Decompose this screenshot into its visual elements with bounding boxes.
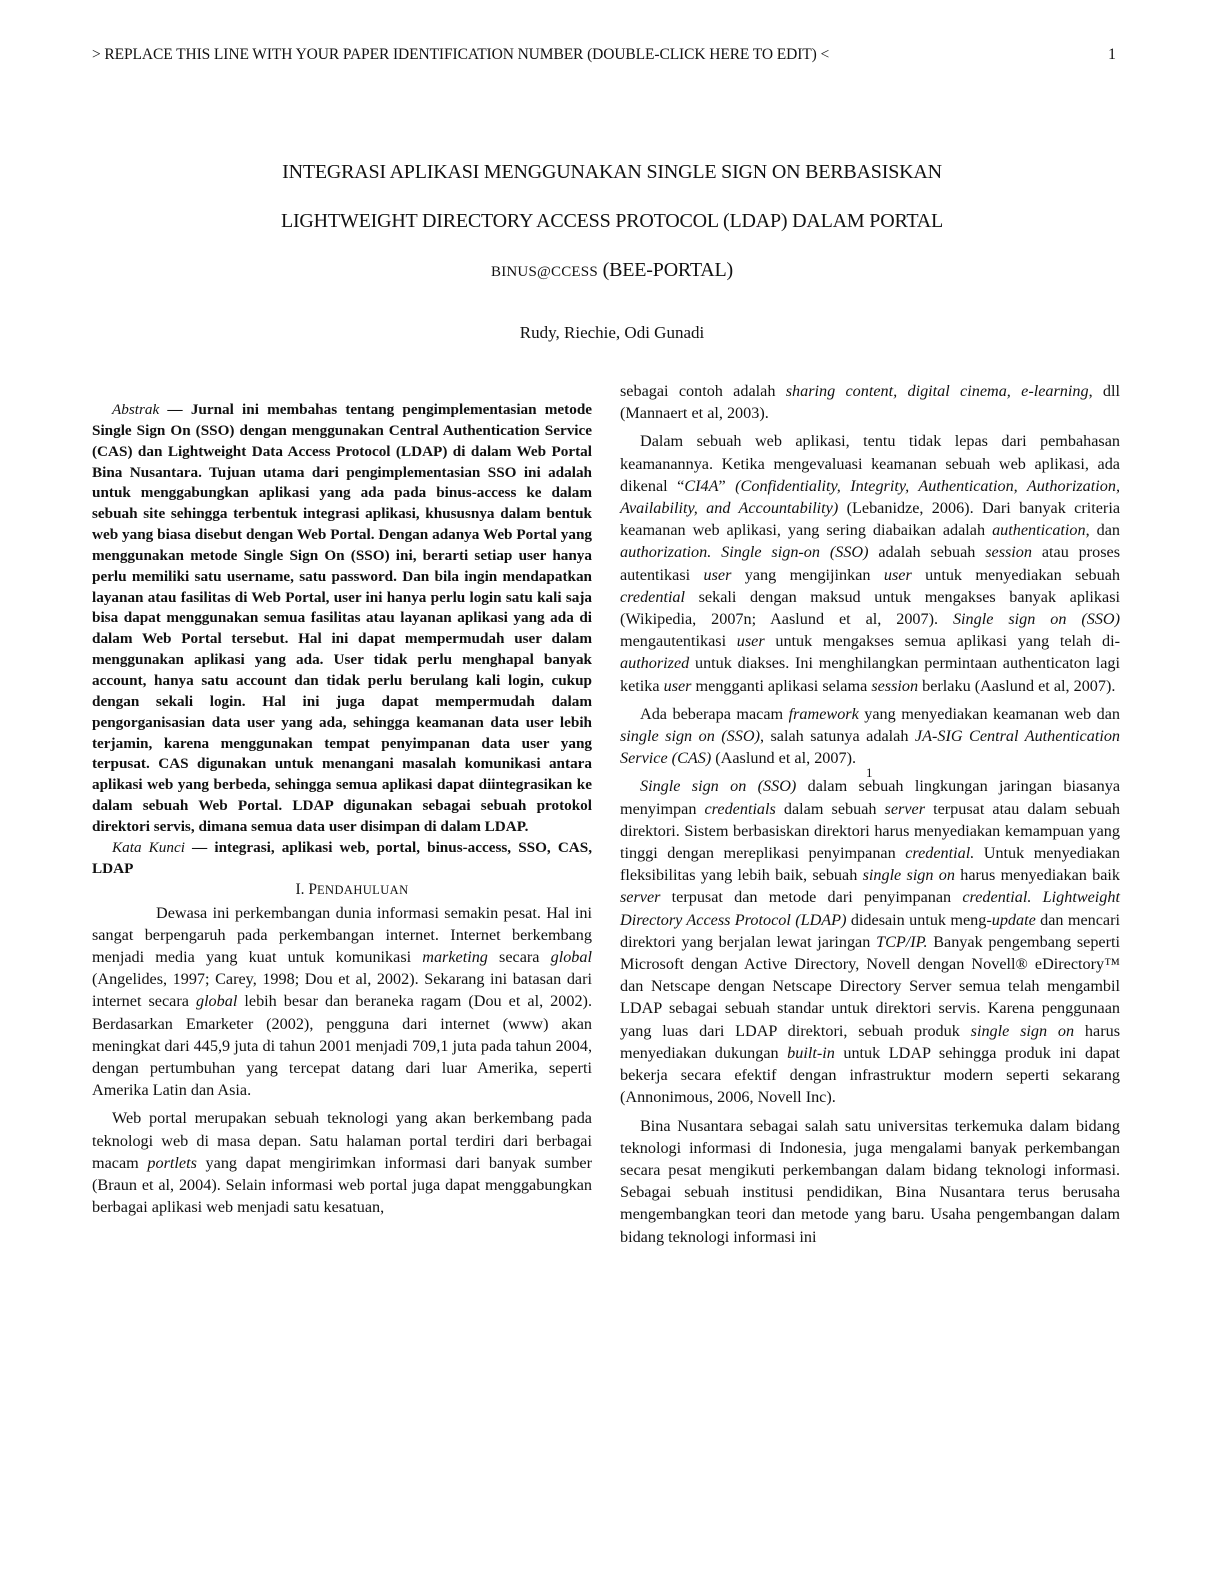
paragraph: [620, 430, 1120, 696]
abstract-label: Abstrak: [112, 401, 160, 418]
italic-span: (Confidentiality, Integrity, Authentication, Authorization, Availability, and Accountability): [620, 476, 1120, 518]
section-heading: [92, 879, 592, 901]
paragraph: [620, 703, 1120, 770]
text-span: untuk mengakses semua aplikasi yang telah di-: [764, 632, 1120, 651]
paragraph: [620, 1115, 1120, 1248]
text-span: , dan: [1085, 521, 1120, 540]
italic-span: TCP/IP.: [876, 932, 928, 951]
text-span: dalam sebuah lingkungan jaringan biasanya menyimpan: [620, 777, 1120, 818]
italic-span: Single sign on (SSO): [640, 777, 797, 796]
italic-span: global: [195, 992, 238, 1011]
italic-span: single sign on (SSO): [620, 727, 760, 746]
italic-span: credential.: [905, 844, 975, 863]
text-span: , dll (Mannaert et al, 2003).: [620, 382, 1121, 423]
keywords-text: integrasi, aplikasi web, portal, binus-access, SSO, CAS, LDAP: [92, 838, 593, 877]
text-span: Dewasa ini perkembangan dunia informasi semakin pesat. Hal ini sangat berpengaruh pada perkembangan internet. Internet berkembang menjadi media yang kuat untuk komunikasi: [92, 903, 592, 967]
italic-span: user: [883, 565, 912, 584]
italic-span: authorized: [620, 654, 690, 673]
text-span: (Lebanidze, 2006). Dari banyak criteria keamanan web aplikasi, yang sering diabaikan adalah: [620, 499, 1120, 540]
keywords-dash: —: [184, 838, 215, 856]
keywords-label: Kata Kunci: [112, 838, 185, 856]
italic-span: single sign on: [970, 1021, 1075, 1040]
text-span: mengautentikasi: [620, 632, 737, 651]
italic-span: credential: [620, 587, 686, 606]
text-span: harus menyediakan dukungan: [620, 1021, 1120, 1062]
text-span: ”: [718, 476, 736, 495]
text-span: untuk diakses. Ini menghilangkan permintaan authenticaton lagi ketika: [620, 654, 1120, 695]
paragraph: [620, 775, 1120, 1108]
italic-span: sharing content, digital cinema, e-learning: [785, 382, 1089, 400]
italic-span: credential. Lightweight Directory Access Protocol (LDAP): [620, 888, 1120, 929]
text-span: Banyak pengembang seperti Microsoft dengan Active Directory, Novell dengan Novell® eDirectory™ dan Netscape dengan Netscape Directory Server semua telah mengambil LDAP sebagai sebuah standar untuk direktori servis. Karena penggunaan yang luas dari LDAP direktori, sebuah produk: [620, 932, 1120, 1040]
italic-span: credentials: [704, 799, 776, 818]
title-line-3: [0, 246, 1224, 297]
text-span: sekali dengan maksud untuk mengakses banyak aplikasi (Wikipedia, 2007n; Aaslund et al, 2007).: [620, 587, 1120, 629]
italic-span: Single sign on (SSO): [952, 610, 1120, 629]
section-number: I.: [295, 881, 305, 899]
text-span: Untuk menyediakan fleksibilitas yang lebih baik, sebuah: [620, 844, 1120, 885]
abstract-dash: —: [159, 401, 191, 418]
paragraph: [92, 902, 592, 1102]
text-span: yang mengijinkan: [731, 565, 884, 584]
text-span: , salah satunya adalah: [759, 727, 915, 746]
abstract-text: Jurnal ini membahas tentang pengimplementasian metode Single Sign On (SSO) dengan menggunakan Central Authentication Service (CAS) dan Lightweight Data Access Protocol (LDAP) di dalam Web Portal Bina Nusantara. Tujuan utama dari pengimplementasian SSO ini adalah untuk menggabungkan aplikasi yang ada pada binus-access ke dalam sebuah site sehingga terbentuk integrasi aplikasi, khususnya dalam bentuk web yang biasa disebut dengan Web Portal. Dengan adanya Web Portal yang menggunakan metode Single Sign On (SSO) ini, berarti setiap user hanya perlu memiliki satu username, satu password. Dan bila ingin mendapatkan layanan atau fasilitas di Web Portal, user ini hanya perlu login satu kali saja bisa dapat menggunakan semua fasilitas atau layanan aplikasi yang ada di dalam Web Portal tersebut. Hal ini dapat mempermudah user dalam menggunakan aplikasi yang ada. User tidak perlu menghapal banyak account, hanya satu account dan tidak perlu berulang kali login, cukup dengan sekali login. Hal ini juga dapat mempermudah dalam pengorganisasian data user yang ada, sehingga keamanan data user lebih terjamin, karena menggunakan tempat penyimpanan data user yang terpusat. CAS digunakan untuk menangani masalah komunikasi antara aplikasi web yang berbeda, sehingga semua aplikasi dapat diintegrasikan ke dalam sebuah Web Portal. LDAP digunakan sebagai sebuah protokol direktori servis, dimana semua data user disimpan di dalam LDAP.: [92, 401, 593, 835]
authors: Rudy, Riechie, Odi Gunadi: [519, 323, 705, 342]
text-span: dalam sebuah: [775, 799, 885, 818]
text-span: atau proses autentikasi: [620, 543, 1120, 584]
running-header: > REPLACE THIS LINE WITH YOUR PAPER IDENTIFICATION NUMBER (DOUBLE-CLICK HERE TO EDIT) <: [92, 46, 830, 63]
left-column: [92, 400, 592, 1218]
text-span: lebih besar dan beraneka ragam (Dou et al, 2002). Berdasarkan Emarketer (2002), pengguna dari internet (www) akan meningkat dari 445,9 juta di tahun 2001 menjadi 709,1 juta pada tahun 2004, dengan pertumbuhan yang tercepat datang dari luar Amerika, seperti Amerika Latin dan Asia.: [92, 992, 592, 1100]
text-span: adalah sebuah: [868, 543, 986, 562]
italic-span: user: [703, 565, 732, 584]
italic-span: framework: [788, 704, 859, 723]
text-span: (Aaslund et al, 2007).: [711, 749, 857, 768]
text-span: untuk menyediakan sebuah: [911, 565, 1121, 584]
italic-span: marketing: [422, 948, 488, 967]
paragraph: [92, 1107, 592, 1218]
italic-span: server: [884, 799, 925, 818]
text-span: Web portal merupakan sebuah teknologi yang akan berkembang pada teknologi web di masa depan. Satu halaman portal terdiri dari berbagai macam: [92, 1109, 592, 1172]
abstract: [92, 400, 592, 838]
footnote-mark: 1: [866, 765, 873, 780]
italic-span: authorization. Single sign-on (SSO): [620, 543, 869, 562]
italic-span: session: [985, 543, 1032, 562]
italic-span: global: [550, 948, 592, 967]
paragraph: [620, 380, 1120, 424]
text-span: yang menyediakan keamanan web dan: [858, 704, 1120, 723]
italic-span: CI4A: [684, 476, 719, 495]
section-title-first: P: [308, 881, 318, 899]
text-span: untuk LDAP sehingga produk ini dapat bekerja secara efektif dengan infrastruktur modern seperti sekarang (Annonimous, 2006, Novell Inc).: [620, 1043, 1121, 1107]
text-span: Dalam sebuah web aplikasi, tentu tidak lepas dari pembahasan keamanannya. Ketika mengevaluasi keamanan sebuah web aplikasi, ada dikenal “: [620, 432, 1120, 495]
italic-span: built-in: [787, 1043, 835, 1062]
text-span: mengganti aplikasi selama: [691, 676, 872, 695]
title-smallcaps: BINUS@CCESS: [490, 264, 598, 280]
section-title-rest: ENDAHULUAN: [317, 883, 409, 898]
title-line-2: LIGHTWEIGHT DIRECTORY ACCESS PROTOCOL (LDAP) DALAM PORTAL: [280, 210, 944, 232]
text-span: Ada beberapa macam: [640, 704, 789, 723]
italic-span: JA-SIG Central Authentication Service (CAS): [620, 727, 1121, 768]
text-span: dan mencari direktori yang berjalan lewat jaringan: [620, 910, 1120, 951]
text-span: didesain untuk meng-: [846, 910, 992, 929]
text-span: (Angelides, 1997; Carey, 1998; Dou et al, 2002). Sekarang ini batasan dari internet secara: [92, 970, 592, 1011]
italic-span: authentication: [992, 521, 1086, 540]
text-span: sebagai contoh adalah: [620, 382, 786, 400]
text-span: Bina Nusantara sebagai salah satu universitas terkemuka dalam bidang teknologi informasi di Indonesia, juga mengalami banyak perkembangan secara pesat mengikuti perkembangan dalam bidang teknologi informasi. Sebagai sebuah institusi pendidikan, Bina Nusantara terus berusaha mengembangkan teori dan metode yang baru. Usaha pengembangan dalam bidang teknologi informasi ini: [620, 1116, 1120, 1246]
text-span: berlaku (Aaslund et al, 2007).: [918, 676, 1116, 695]
paper-title: [0, 148, 1224, 297]
italic-span: portlets: [147, 1153, 197, 1172]
text-span: harus menyediakan baik: [954, 866, 1121, 885]
text-span: terpusat atau dalam sebuah direktori. Sistem berbasiskan direktori harus menyediakan kemampuan yang tinggi dengan mereplikasi penyimpanan: [620, 799, 1120, 863]
title-line-1: INTEGRASI APLIKASI MENGGUNAKAN SINGLE SIGN ON BERBASISKAN: [282, 161, 942, 183]
italic-span: single sign on: [862, 866, 955, 885]
italic-span: server: [620, 888, 661, 907]
text-span: secara: [487, 948, 551, 967]
italic-span: session: [871, 676, 919, 695]
italic-span: user: [736, 632, 765, 651]
italic-span: user: [663, 676, 692, 695]
text-span: terpusat dan metode dari penyimpanan: [660, 888, 963, 907]
title-rest: (BEE-PORTAL): [597, 259, 734, 281]
right-column: [620, 380, 1120, 1248]
keywords: [92, 838, 592, 880]
page-number: 1: [1108, 46, 1116, 63]
text-span: yang dapat mengirimkan informasi dari banyak sumber (Braun et al, 2004). Selain informasi web portal juga dapat menggabungkan berbagai aplikasi web menjadi satu kesatuan,: [92, 1153, 592, 1217]
italic-span: update: [991, 910, 1036, 929]
